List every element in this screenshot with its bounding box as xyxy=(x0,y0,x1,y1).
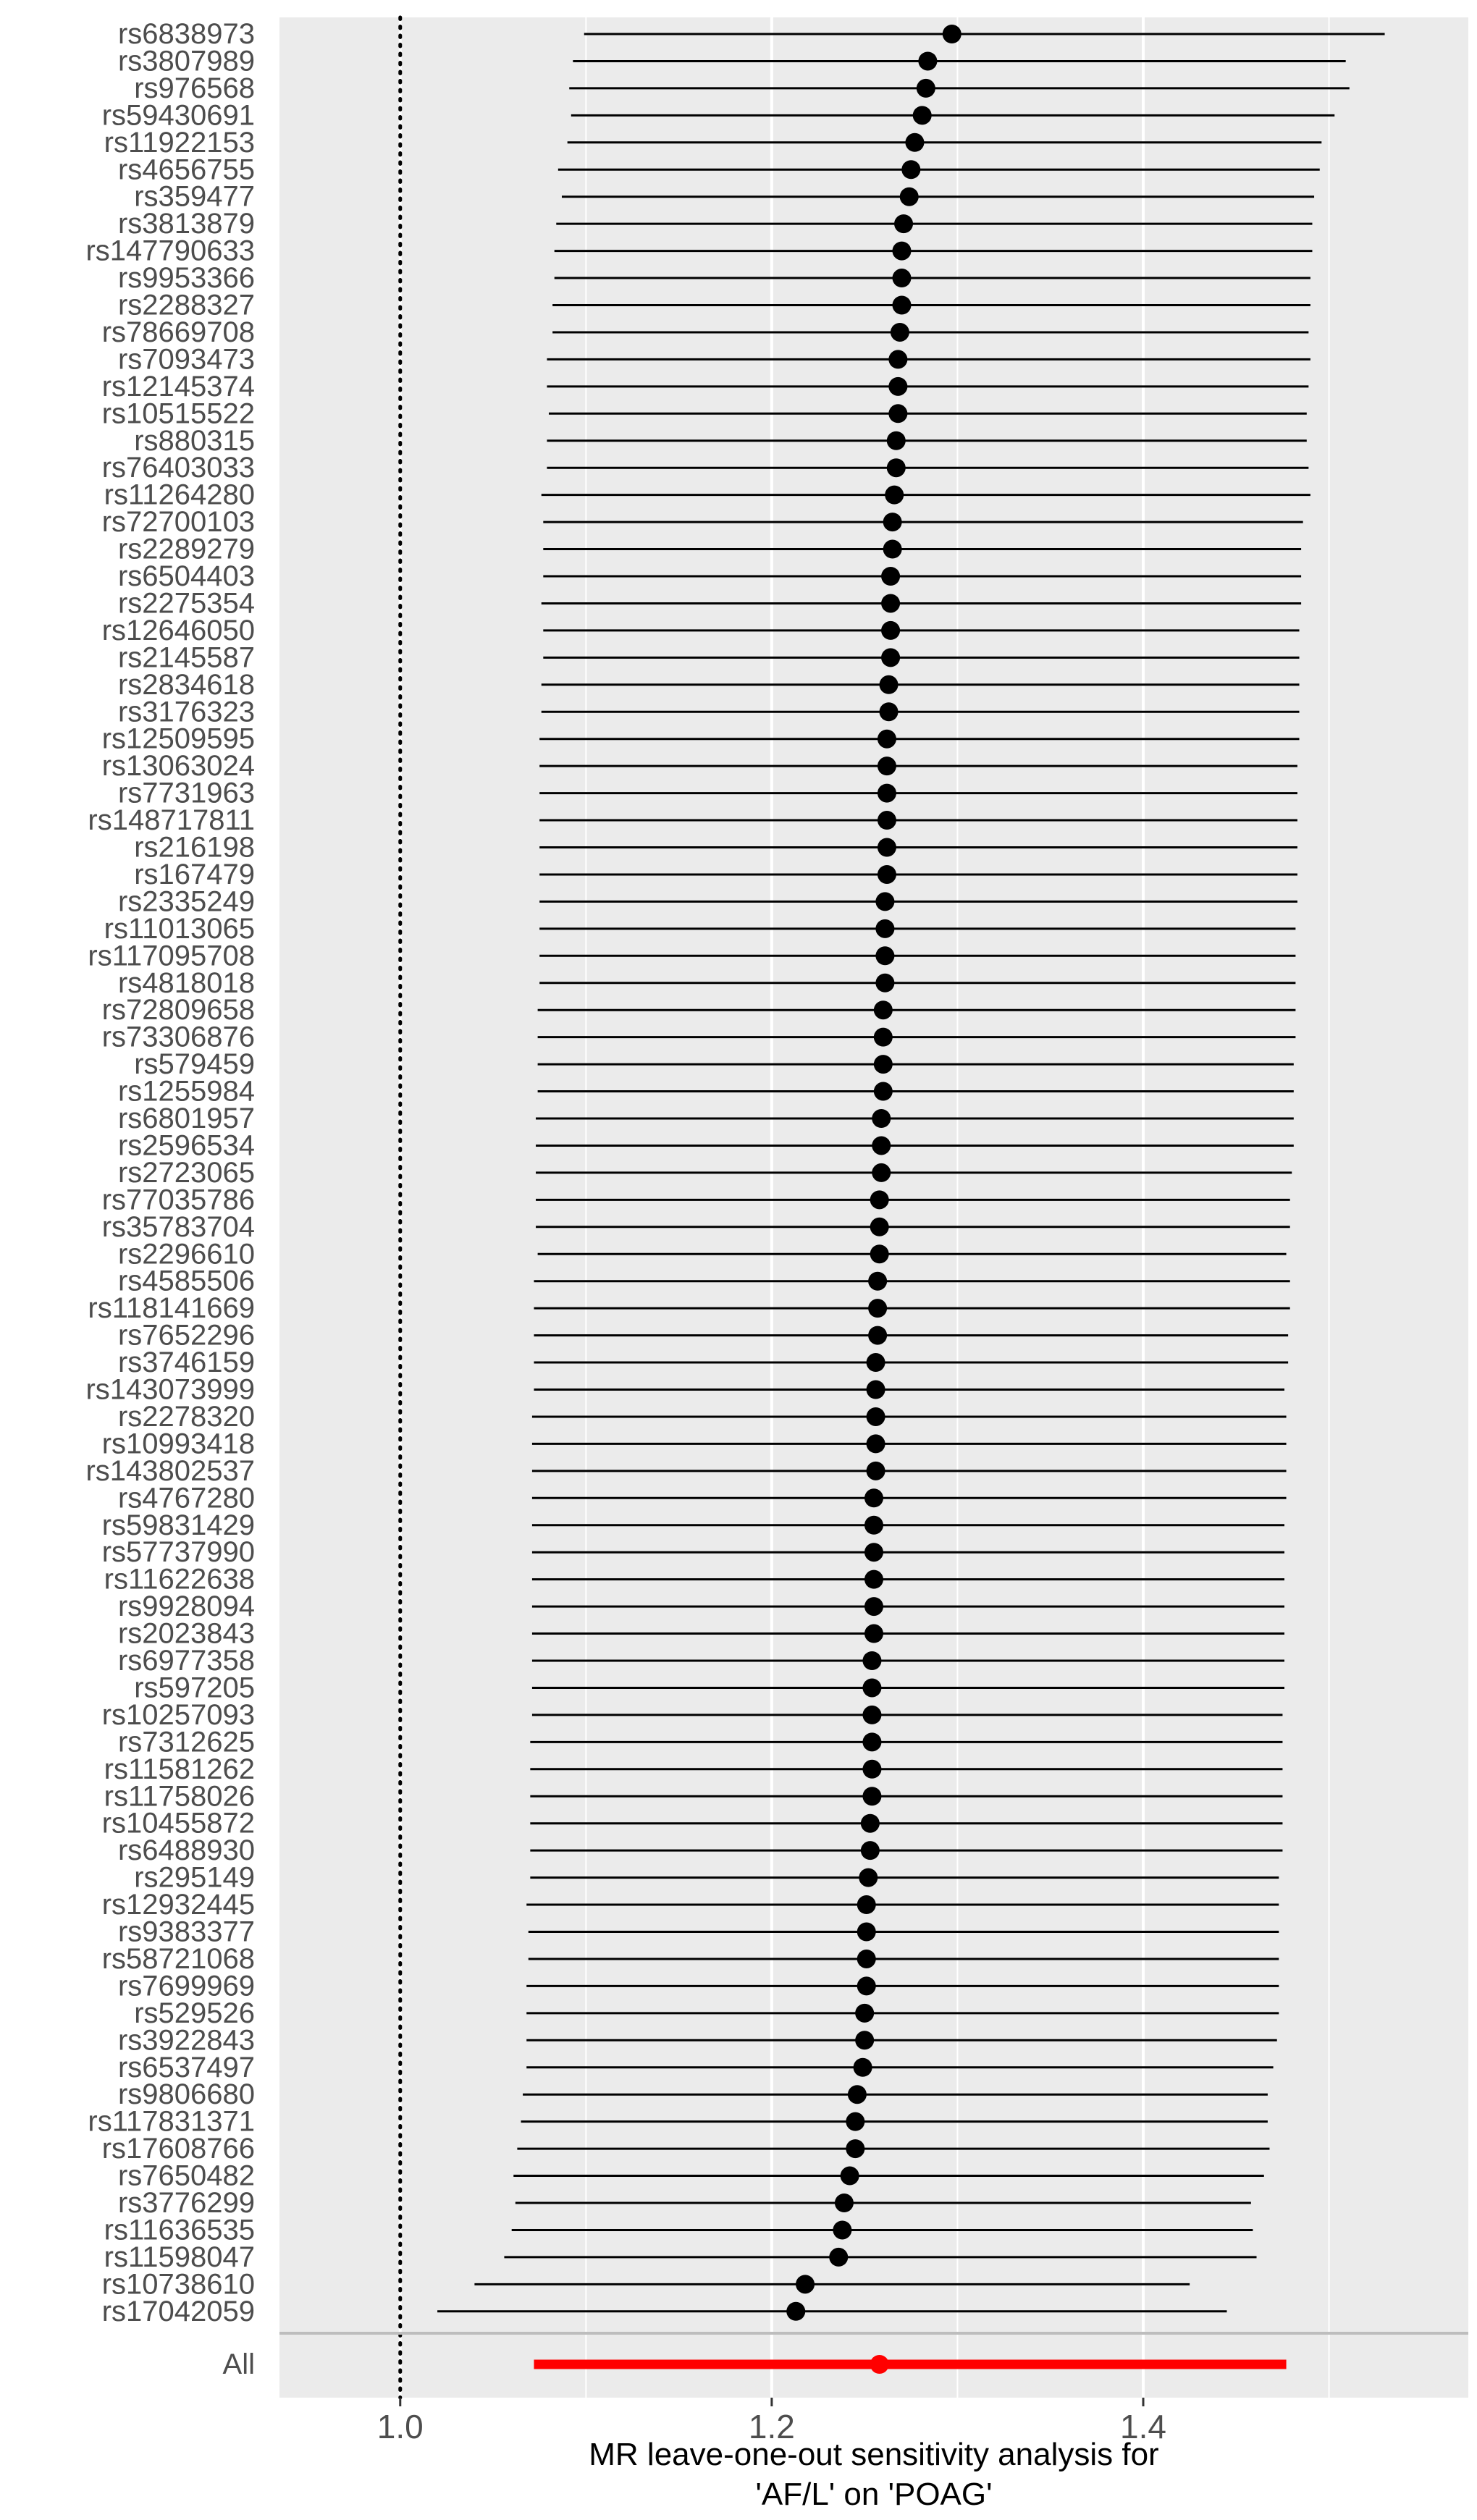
point-rs7093473 xyxy=(888,350,907,368)
snp-label: rs2278320 xyxy=(117,1400,255,1433)
snp-label: rs2834618 xyxy=(117,668,255,701)
point-rs9953366 xyxy=(892,269,911,287)
snp-label: rs216198 xyxy=(134,831,255,864)
snp-label: rs17042059 xyxy=(101,2295,255,2327)
snp-label: rs12646050 xyxy=(101,614,255,646)
snp-label: rs3176323 xyxy=(117,696,255,728)
point-rs359477 xyxy=(900,187,919,206)
point-rs143073999 xyxy=(867,1381,885,1399)
snp-label: rs9953366 xyxy=(117,262,255,295)
point-rs10257093 xyxy=(862,1706,881,1724)
snp-label: rs6801957 xyxy=(117,1103,255,1134)
point-rs78669708 xyxy=(891,323,909,342)
snp-label: rs10738610 xyxy=(101,2268,255,2301)
point-rs77035786 xyxy=(870,1190,889,1209)
x-tick-label-1: 1.2 xyxy=(748,2408,795,2445)
point-rs167479 xyxy=(878,865,896,884)
point-rs7699969 xyxy=(857,1976,876,1995)
snp-label: rs143073999 xyxy=(85,1373,255,1406)
point-rs10515522 xyxy=(888,404,907,423)
point-rs143802537 xyxy=(867,1462,885,1480)
snp-label: rs1255984 xyxy=(117,1075,255,1108)
point-rs11264280 xyxy=(885,486,904,505)
point-rs148717811 xyxy=(878,811,896,830)
snp-label: rs2723065 xyxy=(117,1156,255,1189)
snp-label: rs11636535 xyxy=(104,2214,255,2246)
snp-label: rs73306876 xyxy=(101,1021,255,1053)
point-rs11922153 xyxy=(905,133,924,152)
snp-label: rs59831429 xyxy=(101,1509,255,1541)
point-rs3176323 xyxy=(880,702,899,721)
snp-label: rs12145374 xyxy=(101,370,255,403)
snp-label: rs35783704 xyxy=(101,1210,255,1243)
point-rs117831371 xyxy=(846,2112,864,2131)
point-rs6838973 xyxy=(943,25,961,43)
snp-label: rs58721068 xyxy=(101,1942,255,1975)
snp-label: rs77035786 xyxy=(101,1184,255,1216)
x-tick-label-2: 1.4 xyxy=(1120,2408,1166,2445)
snp-label: rs6537497 xyxy=(117,2051,255,2083)
point-rs6504403 xyxy=(881,567,900,586)
snp-label: rs7699969 xyxy=(117,1970,255,2002)
snp-label: rs2275354 xyxy=(117,587,255,620)
point-rs6537497 xyxy=(854,2058,872,2077)
snp-label: rs59430691 xyxy=(101,99,255,132)
snp-label: rs579459 xyxy=(134,1048,255,1081)
snp-label: rs17608766 xyxy=(101,2133,255,2165)
point-rs73306876 xyxy=(874,1028,893,1047)
snp-label: rs2289279 xyxy=(117,533,255,565)
point-rs4767280 xyxy=(864,1488,883,1507)
snp-label: rs3807989 xyxy=(117,45,255,77)
snp-label: rs11622638 xyxy=(104,1563,255,1596)
point-rs17042059 xyxy=(786,2302,805,2321)
point-rs3746159 xyxy=(867,1353,885,1372)
snp-label: rs11598047 xyxy=(104,2241,255,2273)
point-rs59831429 xyxy=(864,1516,883,1535)
snp-label: rs295149 xyxy=(134,1861,255,1894)
snp-label: rs148717811 xyxy=(88,804,255,837)
snp-label: rs2596534 xyxy=(117,1129,255,1162)
point-rs4656755 xyxy=(901,160,920,179)
point-rs7650482 xyxy=(841,2167,859,2186)
point-rs1255984 xyxy=(874,1082,893,1101)
snp-label: rs143802537 xyxy=(85,1454,255,1487)
point-rs2596534 xyxy=(872,1136,891,1155)
point-rs4818018 xyxy=(875,974,894,993)
point-rs12932445 xyxy=(857,1895,876,1914)
point-rs7652296 xyxy=(868,1326,887,1345)
point-rs117095708 xyxy=(875,946,894,965)
point-rs2335249 xyxy=(875,892,894,911)
snp-label: rs2145587 xyxy=(117,641,255,674)
point-rs11581262 xyxy=(862,1760,881,1779)
point-rs10993418 xyxy=(867,1434,885,1453)
point-rs6488930 xyxy=(861,1841,880,1860)
snp-label: rs12932445 xyxy=(101,1889,255,1921)
point-rs2723065 xyxy=(872,1163,891,1182)
snp-label: rs11581262 xyxy=(104,1753,255,1785)
snp-label: rs529526 xyxy=(134,1997,255,2029)
snp-label: rs597205 xyxy=(134,1672,255,1704)
point-rs118141669 xyxy=(868,1299,887,1318)
x-axis-title-line-1: MR leave-one-out sensitivity analysis for xyxy=(589,2437,1159,2472)
point-rs10738610 xyxy=(796,2275,815,2293)
snp-label: rs9806680 xyxy=(117,2078,255,2111)
snp-label: rs2335249 xyxy=(117,885,255,918)
point-rs2275354 xyxy=(881,594,900,612)
snp-label: rs12509595 xyxy=(101,722,255,755)
snp-label: rs9383377 xyxy=(117,1916,255,1948)
point-rs3807989 xyxy=(918,51,937,70)
snp-label: rs11922153 xyxy=(104,126,255,159)
point-rs529526 xyxy=(855,2004,874,2023)
snp-label: rs880315 xyxy=(134,424,255,457)
snp-label: rs4585506 xyxy=(117,1265,255,1297)
point-rs57737990 xyxy=(864,1543,883,1562)
point-rs295149 xyxy=(859,1868,878,1887)
point-rs216198 xyxy=(878,838,896,857)
snp-label: rs976568 xyxy=(134,72,255,104)
point-rs3922843 xyxy=(855,2031,874,2049)
point-rs12646050 xyxy=(881,621,900,640)
overall-label: All xyxy=(222,2348,255,2380)
snp-label: rs6488930 xyxy=(117,1834,255,1867)
snp-label: rs11264280 xyxy=(104,479,255,511)
snp-label: rs7650482 xyxy=(117,2159,255,2192)
snp-label: rs78669708 xyxy=(101,316,255,348)
point-rs13063024 xyxy=(878,757,896,775)
snp-label: rs7652296 xyxy=(117,1319,255,1352)
x-axis-title-line-2: 'AF/L' on 'POAG' xyxy=(755,2477,993,2512)
snp-label: rs72809658 xyxy=(101,994,255,1027)
point-rs9806680 xyxy=(848,2085,867,2104)
point-rs597205 xyxy=(862,1678,881,1697)
snp-label: rs7093473 xyxy=(117,343,255,376)
point-rs72700103 xyxy=(883,513,902,531)
snp-label: rs10993418 xyxy=(101,1428,255,1460)
snp-label: rs4767280 xyxy=(117,1482,255,1514)
x-tick-label-0: 1.0 xyxy=(376,2408,424,2445)
snp-label: rs147790633 xyxy=(85,235,255,267)
point-rs6801957 xyxy=(872,1109,891,1128)
point-rs147790633 xyxy=(892,242,911,261)
snp-label: rs167479 xyxy=(134,858,255,890)
snp-label: rs10515522 xyxy=(101,397,255,430)
snp-label: rs359477 xyxy=(134,180,255,213)
point-rs17608766 xyxy=(846,2139,864,2158)
point-rs11622638 xyxy=(864,1570,883,1589)
snp-label: rs11758026 xyxy=(104,1780,255,1813)
point-rs11758026 xyxy=(862,1787,881,1805)
snp-label: rs3922843 xyxy=(117,2024,255,2057)
point-rs880315 xyxy=(887,431,906,450)
point-rs2288327 xyxy=(892,296,911,315)
point-rs2278320 xyxy=(867,1407,885,1426)
snp-label: rs6838973 xyxy=(117,18,255,50)
snp-label: rs76403033 xyxy=(101,452,255,484)
snp-label: rs4656755 xyxy=(117,153,255,186)
snp-label: rs118141669 xyxy=(88,1292,255,1325)
snp-label: rs3746159 xyxy=(117,1347,255,1379)
snp-label: rs11013065 xyxy=(104,912,255,945)
snp-label: rs3776299 xyxy=(117,2187,255,2219)
point-rs72809658 xyxy=(874,1000,893,1019)
point-rs2289279 xyxy=(883,540,902,559)
snp-label: rs13063024 xyxy=(101,750,255,783)
point-rs11598047 xyxy=(829,2248,848,2267)
snp-label: rs10455872 xyxy=(101,1807,255,1840)
point-rs11013065 xyxy=(875,919,894,938)
snp-label: rs7731963 xyxy=(117,777,255,809)
snp-label: rs57737990 xyxy=(101,1536,255,1569)
overall-point xyxy=(870,2355,889,2374)
point-rs7312625 xyxy=(862,1732,881,1751)
snp-label: rs117831371 xyxy=(88,2105,255,2138)
snp-label: rs2296610 xyxy=(117,1238,255,1270)
point-rs3813879 xyxy=(894,214,913,233)
point-rs4585506 xyxy=(868,1272,887,1291)
snp-label: rs6504403 xyxy=(117,560,255,592)
snp-label: rs7312625 xyxy=(117,1726,255,1758)
snp-label: rs117095708 xyxy=(88,940,255,972)
point-rs12509595 xyxy=(878,730,896,749)
point-rs2023843 xyxy=(864,1624,883,1643)
point-rs2296610 xyxy=(870,1244,889,1263)
snp-label: rs2023843 xyxy=(117,1617,255,1650)
snp-label: rs6977358 xyxy=(117,1645,255,1677)
point-rs976568 xyxy=(917,79,935,98)
snp-label: rs3813879 xyxy=(117,208,255,240)
point-rs12145374 xyxy=(888,377,907,396)
point-rs76403033 xyxy=(887,458,906,477)
point-rs10455872 xyxy=(861,1814,880,1833)
snp-label: rs4818018 xyxy=(117,966,255,999)
point-rs9383377 xyxy=(857,1923,876,1942)
point-rs579459 xyxy=(874,1055,893,1074)
snp-label: rs9928094 xyxy=(117,1590,255,1623)
point-rs58721068 xyxy=(857,1950,876,1968)
point-rs59430691 xyxy=(913,106,932,125)
snp-label: rs10257093 xyxy=(101,1698,255,1731)
snp-label: rs72700103 xyxy=(101,506,255,539)
point-rs6977358 xyxy=(862,1651,881,1670)
point-rs11636535 xyxy=(833,2220,851,2239)
point-rs7731963 xyxy=(878,784,896,803)
point-rs2834618 xyxy=(880,675,899,694)
point-rs2145587 xyxy=(881,648,900,667)
snp-label: rs2288327 xyxy=(117,289,255,321)
point-rs35783704 xyxy=(870,1218,889,1236)
point-rs9928094 xyxy=(864,1597,883,1616)
point-rs3776299 xyxy=(835,2194,854,2212)
